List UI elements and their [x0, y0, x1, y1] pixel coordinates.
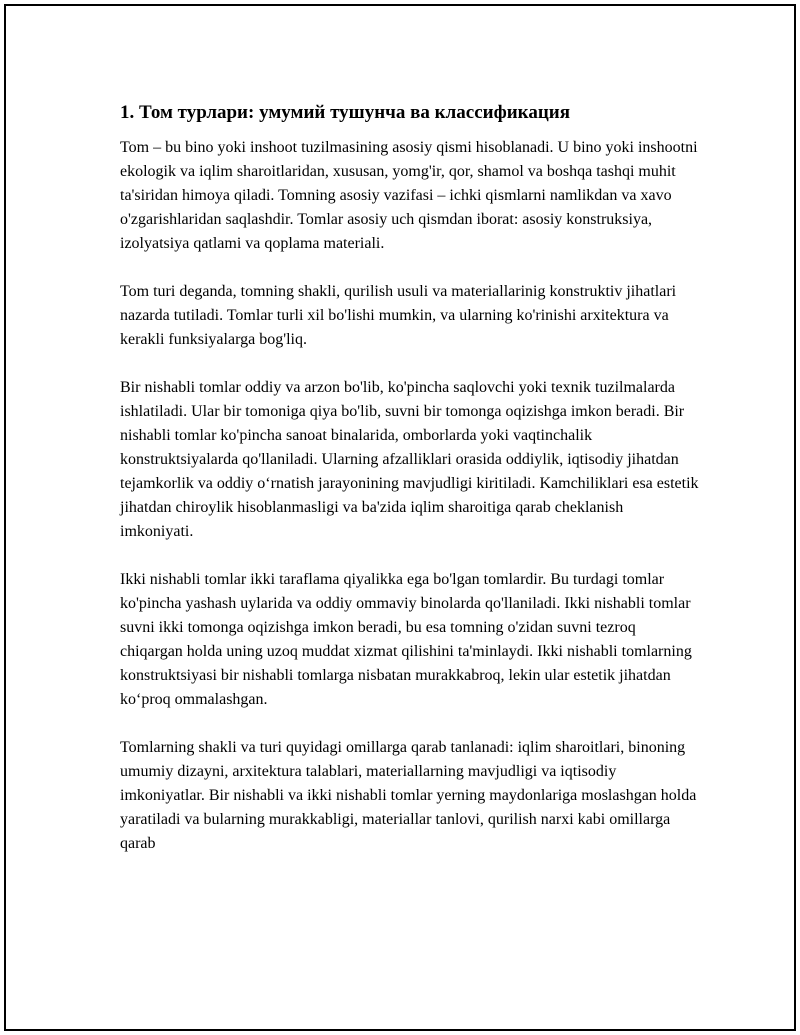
page-frame: [4, 4, 796, 1031]
section-heading: 1. Том турлари: умумий тушунча ва классификация: [120, 102, 570, 123]
document-body: [120, 100, 700, 880]
paragraph-4: Ikki nishabli tomlar ikki taraflama qiyalikka ega bo'lgan tomlardir. Bu turdagi tomlar ko'pincha yashash uylarida va oddiy ommaviy binolarda qo'llaniladi. Ikki nishabli tomlar suvni ikki tomonga oqizishga imkon beradi, bu esa tomning o'zidan suvni tezroq chiqargan holda uning uzoq muddat xizmat qilishini ta'minlaydi. Ikki nishabli tomlarning konstruktsiyasi bir nishabli tomlarga nisbatan murakkabroq, lekin ular estetik jihatdan ko‘proq ommalashgan.: [120, 571, 692, 708]
paragraph-5: Tomlarning shakli va turi quyidagi omillarga qarab tanlanadi: iqlim sharoitlari, binoning umumiy dizayni, arxitektura talablari, materiallarning mavjudligi va iqtisodiy imkoniyatlar. Bir nishabli va ikki nishabli tomlar yerning maydonlariga moslashgan holda yaratiladi va bularning murakkabligi, materiallar tanlovi, qurilish narxi kabi omillarga qarab: [120, 739, 697, 852]
paragraph-1: Tom – bu bino yoki inshoot tuzilmasining asosiy qismi hisoblanadi. U bino yoki inshootni ekologik va iqlim sharoitlaridan, xususan, yomg'ir, qor, shamol va boshqa tashqi muhit ta'siridan himoya qiladi. Tomning asosiy vazifasi – ichki qismlarni namlikdan va xavo o'zgarishlaridan saqlashdir. Tomlar asosiy uch qismdan iborat: asosiy konstruksiya, izolyatsiya qatlami va qoplama materiali.: [120, 139, 698, 252]
paragraph-3: Bir nishabli tomlar oddiy va arzon bo'lib, ko'pincha saqlovchi yoki texnik tuzilmalarda ishlatiladi. Ular bir tomoniga qiya bo'lib, suvni bir tomonga oqizishga imkon beradi. Bir nishabli tomlar ko'pincha sanoat binalarida, omborlarda yoki vaqtinchalik konstruktsiyalarda qo'llaniladi. Ularning afzalliklari orasida oddiylik, iqtisodiy jihatdan tejamkorlik va oddiy o‘rnatish jarayonining mavjudligi kiritiladi. Kamchiliklari esa estetik jihatdan chiroylik hisoblanmasligi va ba'zida iqlim sharoitiga qarab cheklanish imkoniyati.: [120, 379, 699, 540]
paragraph-2: Tom turi deganda, tomning shakli, qurilish usuli va materiallarinig konstruktiv jihatlari nazarda tutiladi. Tomlar turli xil bo'lishi mumkin, va ularning ko'rinishi arxitektura va kerakli funksiyalarga bog'liq.: [120, 283, 677, 348]
